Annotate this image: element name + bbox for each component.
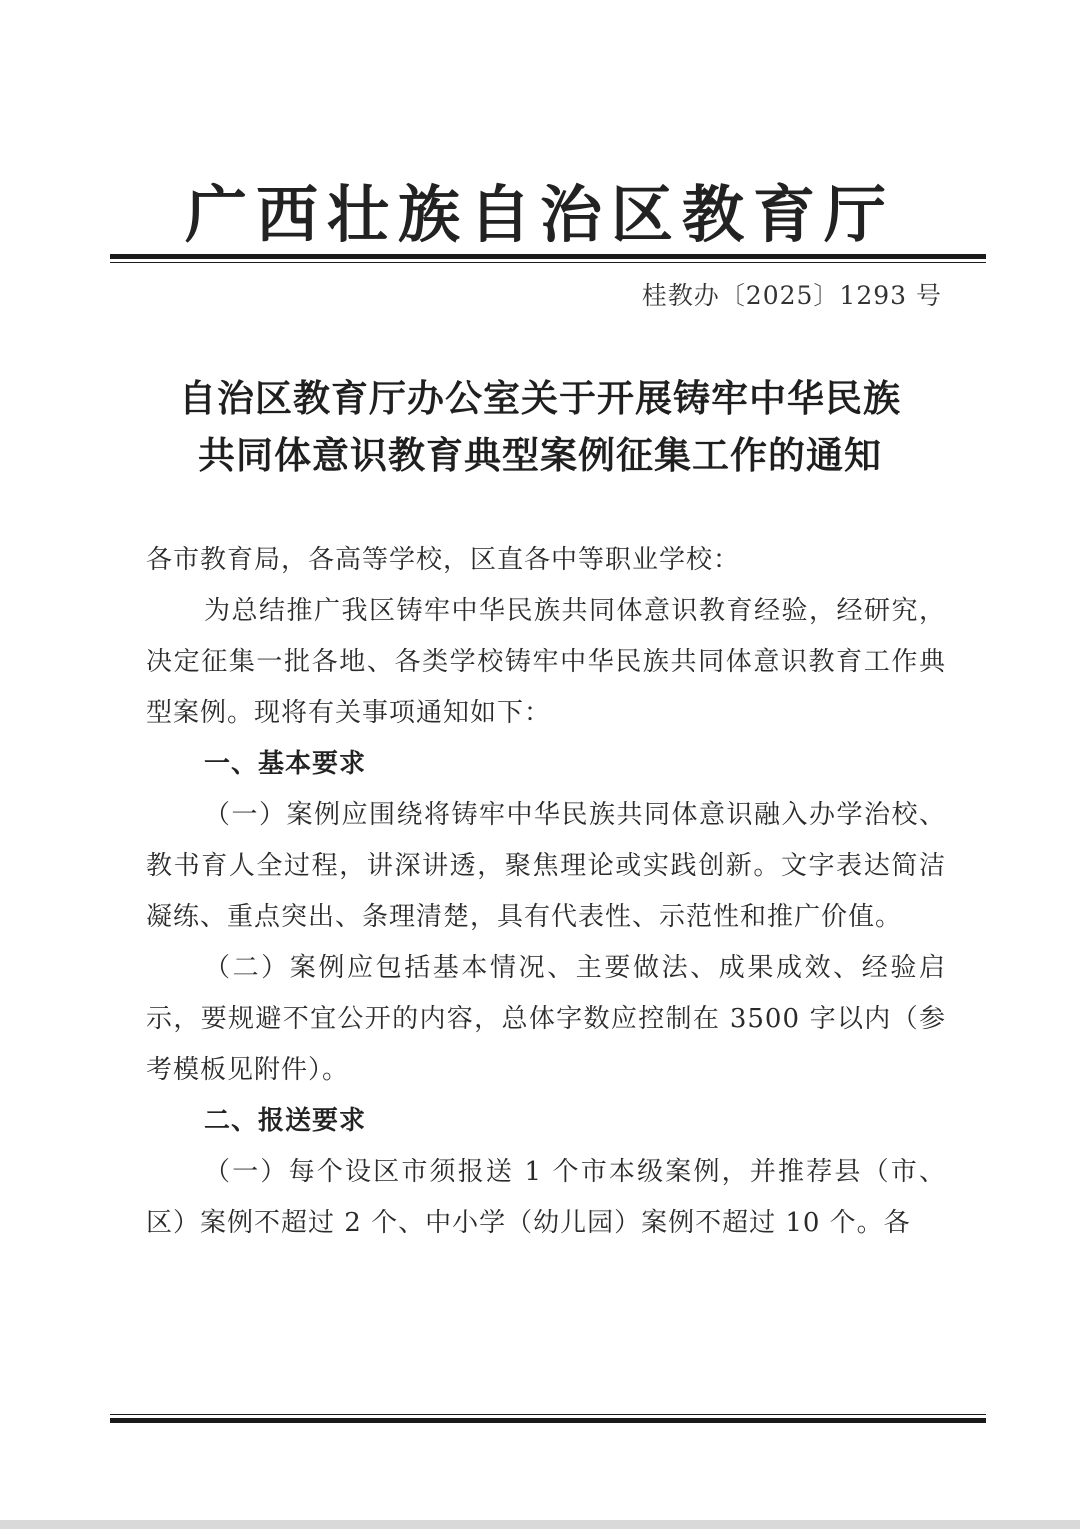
header-divider	[110, 254, 986, 263]
footer-divider	[110, 1414, 986, 1423]
document-body	[146, 535, 946, 1249]
issuing-authority-header: 广西壮族自治区教育厅	[184, 178, 895, 251]
header-divider-thin	[110, 262, 986, 263]
title-line-2: 共同体意识教育典型案例征集工作的通知	[198, 433, 882, 477]
salutation: 各市教育局，各高等学校，区直各中等职业学校：	[146, 545, 741, 575]
title-line-1: 自治区教育厅办公室关于开展铸牢中华民族	[179, 376, 901, 420]
document-title	[0, 370, 1080, 484]
viewer-bottom-strip	[0, 1520, 1080, 1529]
paragraph-requirement-2: （二）案例应包括基本情况、主要做法、成果成效、经验启示，要规避不宜公开的内容，总体字数应控制在 3500 字以内（参考模板见附件）。	[146, 953, 946, 1085]
paragraph-submission-1: （一）每个设区市须报送 1 个市本级案例，并推荐县（市、区）案例不超过 2 个、中小学（幼儿园）案例不超过 10 个。各	[146, 1157, 946, 1238]
footer-divider-thick	[110, 1418, 986, 1423]
paragraph-requirement-1: （一）案例应围绕将铸牢中华民族共同体意识融入办学治校、教书育人全过程，讲深讲透，聚焦理论或实践创新。文字表达简洁凝练、重点突出、条理清楚，具有代表性、示范性和推广价值。	[146, 800, 946, 932]
footer-divider-thin	[110, 1414, 986, 1415]
section-heading-requirements: 一、基本要求	[204, 749, 367, 779]
section-heading-submission: 二、报送要求	[204, 1106, 367, 1136]
header-divider-thick	[110, 254, 986, 259]
document-number: 桂教办〔2025〕1293 号	[641, 281, 942, 310]
intro-paragraph: 为总结推广我区铸牢中华民族共同体意识教育经验，经研究，决定征集一批各地、各类学校铸牢中华民族共同体意识教育工作典型案例。现将有关事项通知如下：	[146, 596, 946, 728]
